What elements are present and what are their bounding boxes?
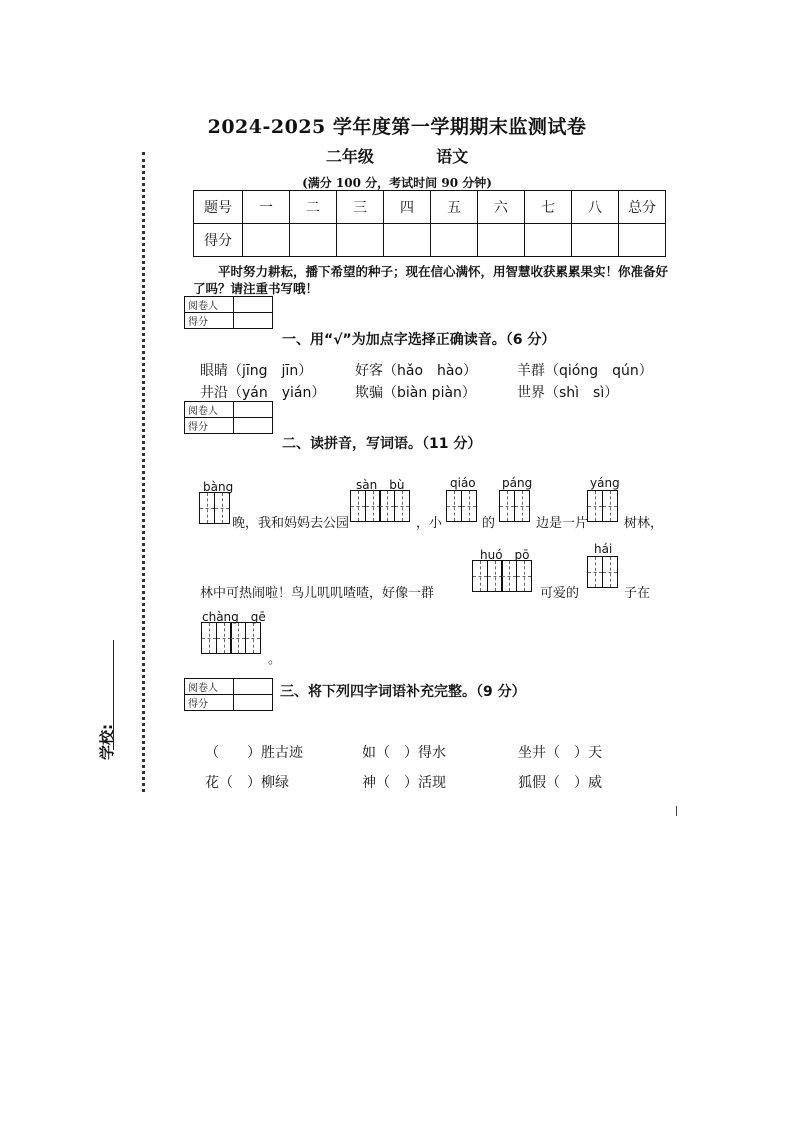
- idiom-item: 神（ ）活现: [362, 775, 446, 791]
- pinyin-label: chàng gē: [202, 610, 266, 624]
- idiom-item: 狐假（ ）威: [518, 775, 602, 791]
- score-cell[interactable]: [619, 224, 666, 257]
- score-header-cell: 五: [431, 191, 478, 224]
- grader-box-1: [184, 296, 273, 329]
- score-row-label: 得分: [194, 224, 243, 257]
- score-header-cell: 总分: [619, 191, 666, 224]
- scan-mark: [676, 806, 677, 816]
- pronunciation-item: 世界（shì sì）: [517, 385, 619, 401]
- grader-label: 阅卷人: [185, 679, 234, 695]
- score-table: [193, 190, 666, 257]
- score-cell[interactable]: [337, 224, 384, 257]
- score-cell[interactable]: [431, 224, 478, 257]
- binding-dotted-line: [142, 152, 145, 792]
- section2-heading: 二、读拼音，写词语。（11 分）: [282, 436, 482, 452]
- writing-grid[interactable]: [499, 490, 530, 522]
- grader-cell[interactable]: [234, 402, 273, 418]
- intro-text: 平时努力耕耘，播下希望的种子；现在信心满怀，用智慧收获累累果实！你准备好了吗？请注重书写哦！: [193, 264, 669, 296]
- writing-grid[interactable]: [199, 492, 230, 524]
- score-header-cell: 四: [384, 191, 431, 224]
- writing-grid[interactable]: [446, 490, 477, 522]
- pronunciation-item: 井沿（yán yián）: [200, 385, 326, 401]
- exam-note: (满分 100 分，考试时间 90 分钟): [302, 176, 492, 190]
- sentence-text: 林中可热闹啦！鸟儿叽叽喳喳，好像一群: [200, 586, 435, 601]
- score-cell[interactable]: [572, 224, 619, 257]
- grader-cell[interactable]: [234, 313, 273, 329]
- section1-heading: 一、用“√”为加点字选择正确读音。（6 分）: [282, 332, 556, 348]
- pronunciation-item: 眼睛（jīng jīn）: [200, 363, 313, 379]
- score-cell[interactable]: [290, 224, 337, 257]
- writing-grid[interactable]: [587, 556, 618, 588]
- sentence-text: 可爱的: [540, 586, 580, 601]
- grader-label: 阅卷人: [185, 297, 234, 313]
- score-label: 得分: [185, 695, 234, 711]
- grader-label: 阅卷人: [185, 402, 234, 418]
- score-header-cell: 题号: [194, 191, 243, 224]
- score-label: 得分: [185, 418, 234, 434]
- sentence-text: 边是一片: [536, 516, 589, 531]
- pinyin-label: hái: [594, 542, 613, 556]
- score-header-cell: 二: [290, 191, 337, 224]
- score-cell[interactable]: [243, 224, 290, 257]
- subject-label: 语文: [436, 147, 469, 166]
- grader-cell[interactable]: [234, 679, 273, 695]
- score-cell[interactable]: [384, 224, 431, 257]
- score-cell[interactable]: [478, 224, 525, 257]
- score-cell[interactable]: [525, 224, 572, 257]
- grader-cell[interactable]: [234, 418, 273, 434]
- grader-cell[interactable]: [234, 297, 273, 313]
- idiom-item: 如（ ）得水: [362, 745, 446, 761]
- score-header-cell: 三: [337, 191, 384, 224]
- sentence-text: ，小: [416, 516, 443, 531]
- pronunciation-item: 好客（hǎo hào）: [355, 363, 478, 379]
- sentence-text: 树林，: [624, 516, 664, 531]
- writing-grid[interactable]: [472, 560, 532, 592]
- pronunciation-item: 欺骗（biàn piàn）: [355, 385, 476, 401]
- pinyin-label: sàn bù: [356, 478, 405, 492]
- grader-box-3: [184, 678, 273, 711]
- sentence-text: 。: [268, 652, 282, 667]
- exam-subtitle: [0, 144, 794, 167]
- pinyin-label: páng: [502, 476, 533, 490]
- school-label: 学校:: [98, 724, 116, 760]
- sentence-text: 的: [482, 516, 496, 531]
- grader-cell[interactable]: [234, 695, 273, 711]
- score-table-header-row: [194, 191, 666, 224]
- idiom-item: （ ）胜古迹: [205, 745, 303, 761]
- grade-label: 二年级: [325, 147, 374, 166]
- score-header-cell: 一: [243, 191, 290, 224]
- sentence-text: 晚，我和妈妈去公园: [232, 516, 350, 531]
- exam-title: 2024-2025 学年度第一学期期末监测试卷: [207, 116, 587, 138]
- pinyin-label: yáng: [590, 476, 620, 490]
- score-header-cell: 七: [525, 191, 572, 224]
- idiom-item: 花（ ）柳绿: [205, 775, 289, 791]
- section3-heading: 三、将下列四字词语补充完整。（9 分）: [280, 684, 526, 700]
- grader-box-2: [184, 401, 273, 434]
- score-header-cell: 八: [572, 191, 619, 224]
- idiom-item: 坐井（ ）天: [518, 745, 602, 761]
- pinyin-label: huó pō: [480, 548, 530, 562]
- score-label: 得分: [185, 313, 234, 329]
- sentence-text: 子在: [624, 586, 651, 601]
- score-header-cell: 六: [478, 191, 525, 224]
- pronunciation-item: 羊群（qióng qún）: [517, 363, 653, 379]
- writing-grid[interactable]: [201, 622, 261, 654]
- writing-grid[interactable]: [587, 490, 618, 522]
- pinyin-label: bàng: [203, 480, 234, 494]
- pinyin-label: qiáo: [450, 476, 476, 490]
- writing-grid[interactable]: [350, 490, 410, 522]
- score-table-score-row: [194, 224, 666, 257]
